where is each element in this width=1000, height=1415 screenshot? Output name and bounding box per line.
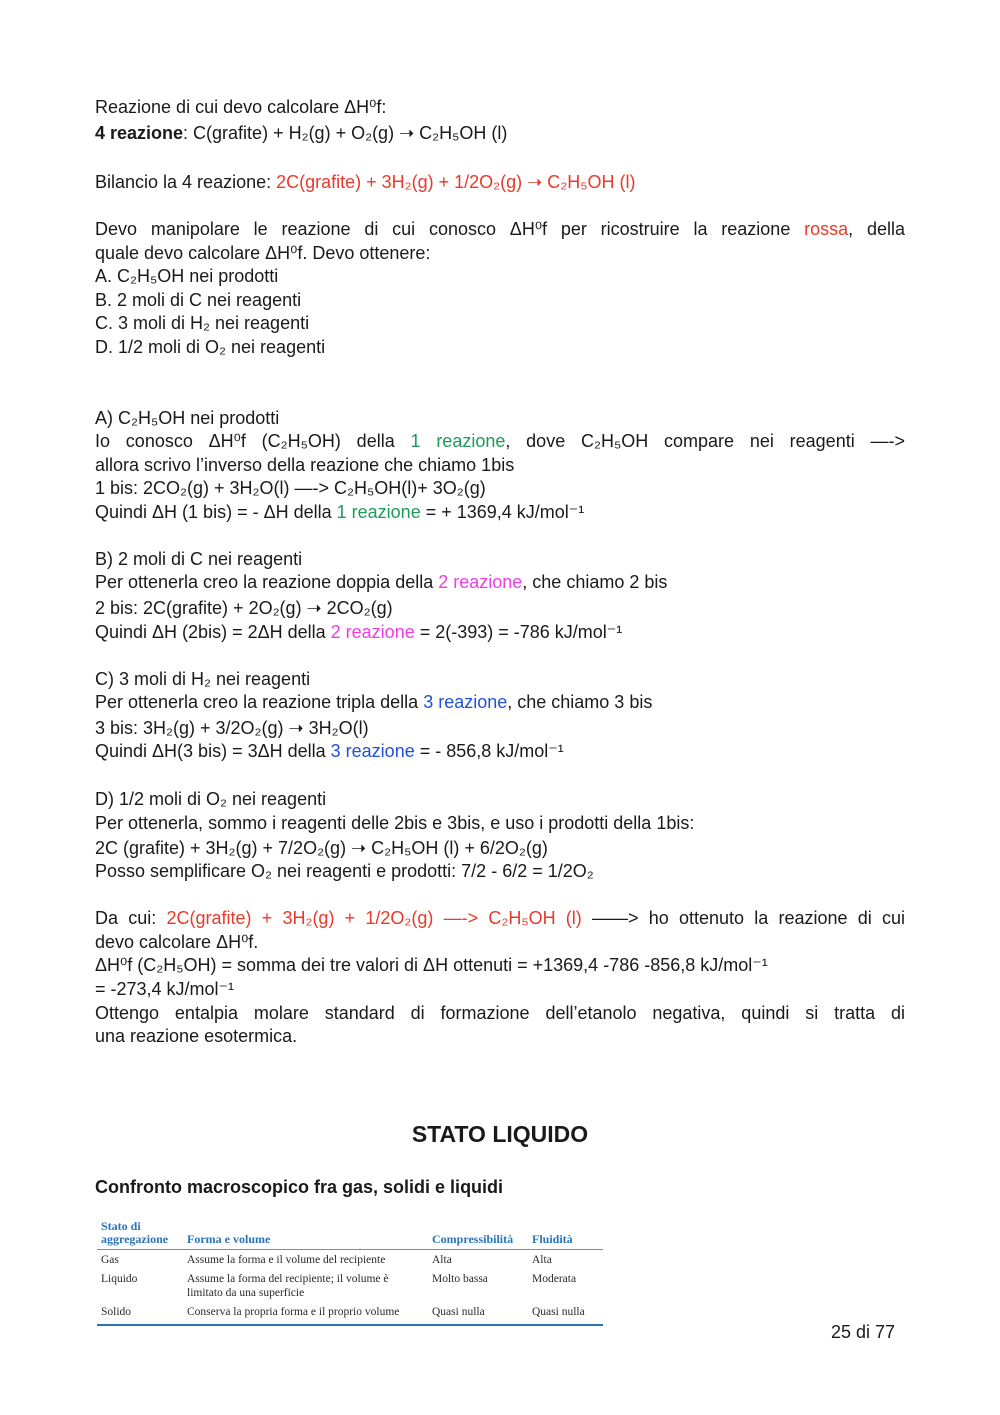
manipulate-text-b: , della (848, 219, 905, 239)
section-b-dh-a: Quindi ΔH (2bis) = 2ΔH della (95, 622, 331, 642)
manipulate-line-2: quale devo calcolare ΔH⁰f. Devo ottenere: (95, 243, 431, 263)
section-d-line-1: Per ottenerla, sommo i reagenti delle 2bis e 3bis, e uso i prodotti della 1bis: (95, 813, 695, 833)
table-cell: Gas (101, 1254, 119, 1266)
section-a-delta-h (95, 501, 905, 523)
section-b-text-a: Per ottenerla creo la reazione doppia della (95, 572, 439, 592)
section-b-heading: B) 2 moli di C nei reagenti (95, 549, 303, 569)
subsection-title: Confronto macroscopico fra gas, solidi e liquidi (95, 1177, 504, 1197)
reaction-1-ref: 1 reazione (336, 502, 421, 522)
table-cell: Liquido (101, 1273, 138, 1285)
states-comparison-table (97, 1220, 603, 1326)
reaction-4-line (95, 122, 905, 144)
section-b-delta-h (95, 621, 905, 643)
col-header-stato: Stato di aggregazione (97, 1220, 183, 1250)
reaction-3bis-equation: 3 bis: 3H₂(g) + 3/2O₂(g) ➝ 3H₂O(l) (95, 718, 369, 738)
section-d-heading: D) 1/2 moli di O₂ nei reagenti (95, 789, 327, 809)
table-header-row (97, 1220, 603, 1250)
list-item-b: B. 2 moli di C nei reagenti (95, 290, 302, 310)
balanced-reaction-red: 2C(grafite) + 3H₂(g) + 1/2O₂(g) ➝ C₂H₅OH (l) (276, 172, 636, 192)
simplify-line: Posso semplificare O₂ nei reagenti e prodotti: 7/2 - 6/2 = 1/2O₂ (95, 861, 594, 881)
conclusion-line-3: ΔH⁰f (C₂H₅OH) = somma dei tre valori di ΔH ottenuti = +1369,4 -786 -856,8 kJ/mol⁻¹ (95, 955, 768, 975)
section-c-dh-b: = - 856,8 kJ/mol⁻¹ (414, 741, 564, 761)
section-a-heading: A) C₂H₅OH nei prodotti (95, 408, 280, 428)
list-item-c: C. 3 moli di H₂ nei reagenti (95, 313, 310, 333)
table-cell: Alta (532, 1254, 552, 1266)
table-cell: Assume la forma e il volume del recipiente (187, 1254, 386, 1266)
conclusion-text-a: Da cui: (95, 908, 167, 928)
balance-label: Bilancio la 4 reazione: (95, 172, 277, 192)
table-cell: Solido (97, 1302, 183, 1325)
section-c-dh-a: Quindi ΔH(3 bis) = 3ΔH della (95, 741, 331, 761)
reaction-2-ref: 2 reazione (330, 622, 415, 642)
intro-line-1: Reazione di cui devo calcolare ΔH⁰f: (95, 97, 387, 117)
col-header-forma: Forma e volume (183, 1220, 428, 1250)
final-reaction-red: 2C(grafite) + 3H₂(g) + 1/2O₂(g) —-> C₂H₅OH (l) (166, 908, 582, 928)
section-c-delta-h (95, 740, 905, 762)
manipulate-text-a: Devo manipolare le reazione di cui conosco ΔH⁰f per ricostruire la reazione (95, 219, 805, 239)
table-cell: Conserva la propria forma e il proprio volume (183, 1302, 428, 1325)
table-cell: Alta (432, 1254, 452, 1266)
reaction-1-link: 1 reazione (410, 431, 506, 451)
table-cell: Assume la forma del recipiente; il volume è limitato da una superficie (187, 1273, 389, 1299)
table-cell: Molto bassa (432, 1273, 488, 1285)
section-c-text-a: Per ottenerla creo la reazione tripla della (95, 692, 424, 712)
table-row (97, 1269, 603, 1302)
reaction-4-label: 4 reazione (95, 123, 184, 143)
reaction-2bis-equation: 2 bis: 2C(grafite) + 2O₂(g) ➝ 2CO₂(g) (95, 598, 393, 618)
table-cell: Quasi nulla (528, 1302, 603, 1325)
conclusion-line-5: Ottengo entalpia molare standard di formazione dell’etanolo negativa, quindi si tratta di (95, 1003, 905, 1023)
table-cell: Moderata (532, 1273, 577, 1285)
list-item-d: D. 1/2 moli di O₂ nei reagenti (95, 337, 326, 357)
balance-line (95, 171, 905, 193)
reaction-1bis-equation: 1 bis: 2CO₂(g) + 3H₂O(l) —-> C₂H₅OH(l)+ 3O₂(g) (95, 478, 486, 498)
table-cell: Quasi nulla (428, 1302, 528, 1325)
section-b-dh-b: = 2(-393) = -786 kJ/mol⁻¹ (414, 622, 623, 642)
section-a-dh-a: Quindi ΔH (1 bis) = - ΔH della (95, 502, 337, 522)
conclusion-line-6: una reazione esotermica. (95, 1026, 298, 1046)
section-c-text-b: , che chiamo 3 bis (507, 692, 653, 712)
table-row (97, 1302, 603, 1325)
conclusion-text-b: ——> ho ottenuto la reazione di cui (581, 908, 905, 928)
section-a-text-a: Io conosco ΔH⁰f (C₂H₅OH) della (95, 431, 411, 451)
section-a-line-1 (95, 430, 905, 452)
conclusion-line-1 (95, 907, 905, 929)
reaction-4-equation: : C(grafite) + H₂(g) + O₂(g) ➝ C₂H₅OH (l) (183, 123, 508, 143)
section-c-heading: C) 3 moli di H₂ nei reagenti (95, 669, 311, 689)
word-rossa: rossa (804, 219, 849, 239)
sum-equation: 2C (grafite) + 3H₂(g) + 7/2O₂(g) ➝ C₂H₅OH (l) + 6/2O₂(g) (95, 838, 548, 858)
section-b-text-b: , che chiamo 2 bis (522, 572, 668, 592)
list-item-a: A. C₂H₅OH nei prodotti (95, 266, 279, 286)
manipulate-line-1 (95, 218, 905, 240)
reaction-3-link: 3 reazione (423, 692, 508, 712)
section-a-line-2: allora scrivo l’inverso della reazione che chiamo 1bis (95, 455, 515, 475)
table-row (97, 1250, 603, 1270)
section-a-text-b: , dove C₂H₅OH compare nei reagenti —-> (505, 431, 905, 451)
col-header-fluidita: Fluidità (528, 1220, 603, 1250)
reaction-3-ref: 3 reazione (330, 741, 415, 761)
reaction-2-link: 2 reazione (438, 572, 523, 592)
conclusion-line-2: devo calcolare ΔH⁰f. (95, 932, 259, 952)
section-title: STATO LIQUIDO (411, 1121, 589, 1147)
col-header-compressibilita: Compressibilità (428, 1220, 528, 1250)
conclusion-line-4: = -273,4 kJ/mol⁻¹ (95, 979, 235, 999)
page-number: 25 di 77 (831, 1322, 896, 1342)
section-b-line-1 (95, 571, 905, 593)
section-a-dh-b: = + 1369,4 kJ/mol⁻¹ (420, 502, 585, 522)
section-c-line-1 (95, 691, 905, 713)
